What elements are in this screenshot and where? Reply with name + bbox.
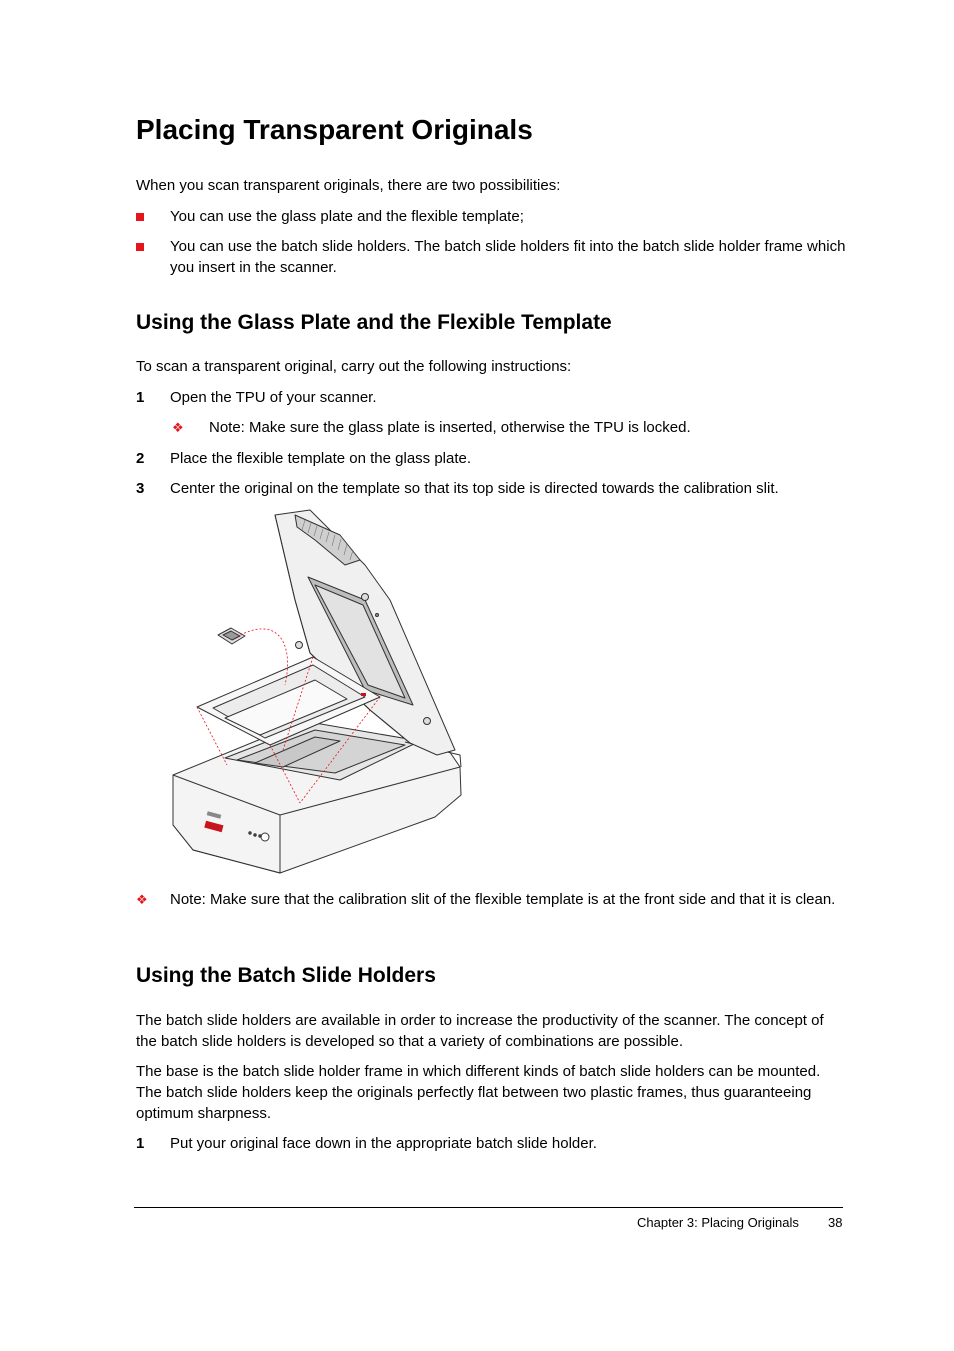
- page-title: Placing Transparent Originals: [136, 114, 533, 145]
- diamond-note-icon: ❖: [172, 420, 184, 435]
- section1-intro: To scan a transparent original, carry out the following instructions:: [136, 358, 572, 375]
- page-number: 38: [828, 1215, 843, 1230]
- step-number: 1: [136, 389, 145, 406]
- section2-para2: The base is the batch slide holder frame in which different kinds of batch slide holders can be mounted. The batch slide holders keep the originals perfectly flat between two plastic frames, thus guaranteeing optimum sharpness.: [136, 1063, 821, 1122]
- step-text: Place the flexible template on the glass plate.: [170, 450, 472, 467]
- step-number: 3: [136, 480, 145, 497]
- diamond-note-icon: ❖: [136, 892, 148, 907]
- section-heading-glass-plate: Using the Glass Plate and the Flexible Template: [136, 311, 612, 334]
- square-bullet-icon: [136, 236, 144, 257]
- step-number: 1: [136, 1135, 145, 1152]
- possibility-text: You can use the batch slide holders. The batch slide holders fit into the batch slide holder frame which you insert in the scanner.: [170, 238, 846, 276]
- intro-text: When you scan transparent originals, there are two possibilities:: [136, 177, 561, 194]
- section-heading-batch-slide: Using the Batch Slide Holders: [136, 964, 436, 987]
- step-text: Put your original face down in the appropriate batch slide holder.: [170, 1135, 597, 1152]
- square-bullet-icon: [136, 206, 144, 227]
- section2-para1: The batch slide holders are available in order to increase the productivity of the scanner. The concept of the batch slide holders is developed so that a variety of combinations are possible.: [136, 1012, 824, 1050]
- step-text: Center the original on the template so that its top side is directed towards the calibration slit.: [170, 480, 779, 497]
- step-text: Open the TPU of your scanner.: [170, 389, 377, 406]
- footer-chapter: Chapter 3: Placing Originals: [637, 1215, 799, 1230]
- footer-divider: [134, 1207, 843, 1208]
- scanner-illustration: [165, 505, 470, 880]
- figure-note-text: Note: Make sure that the calibration slit of the flexible template is at the front side and that it is clean.: [170, 891, 836, 908]
- step-number: 2: [136, 450, 145, 467]
- note-text: Note: Make sure the glass plate is inserted, otherwise the TPU is locked.: [209, 419, 691, 436]
- possibility-text: You can use the glass plate and the flexible template;: [170, 208, 524, 225]
